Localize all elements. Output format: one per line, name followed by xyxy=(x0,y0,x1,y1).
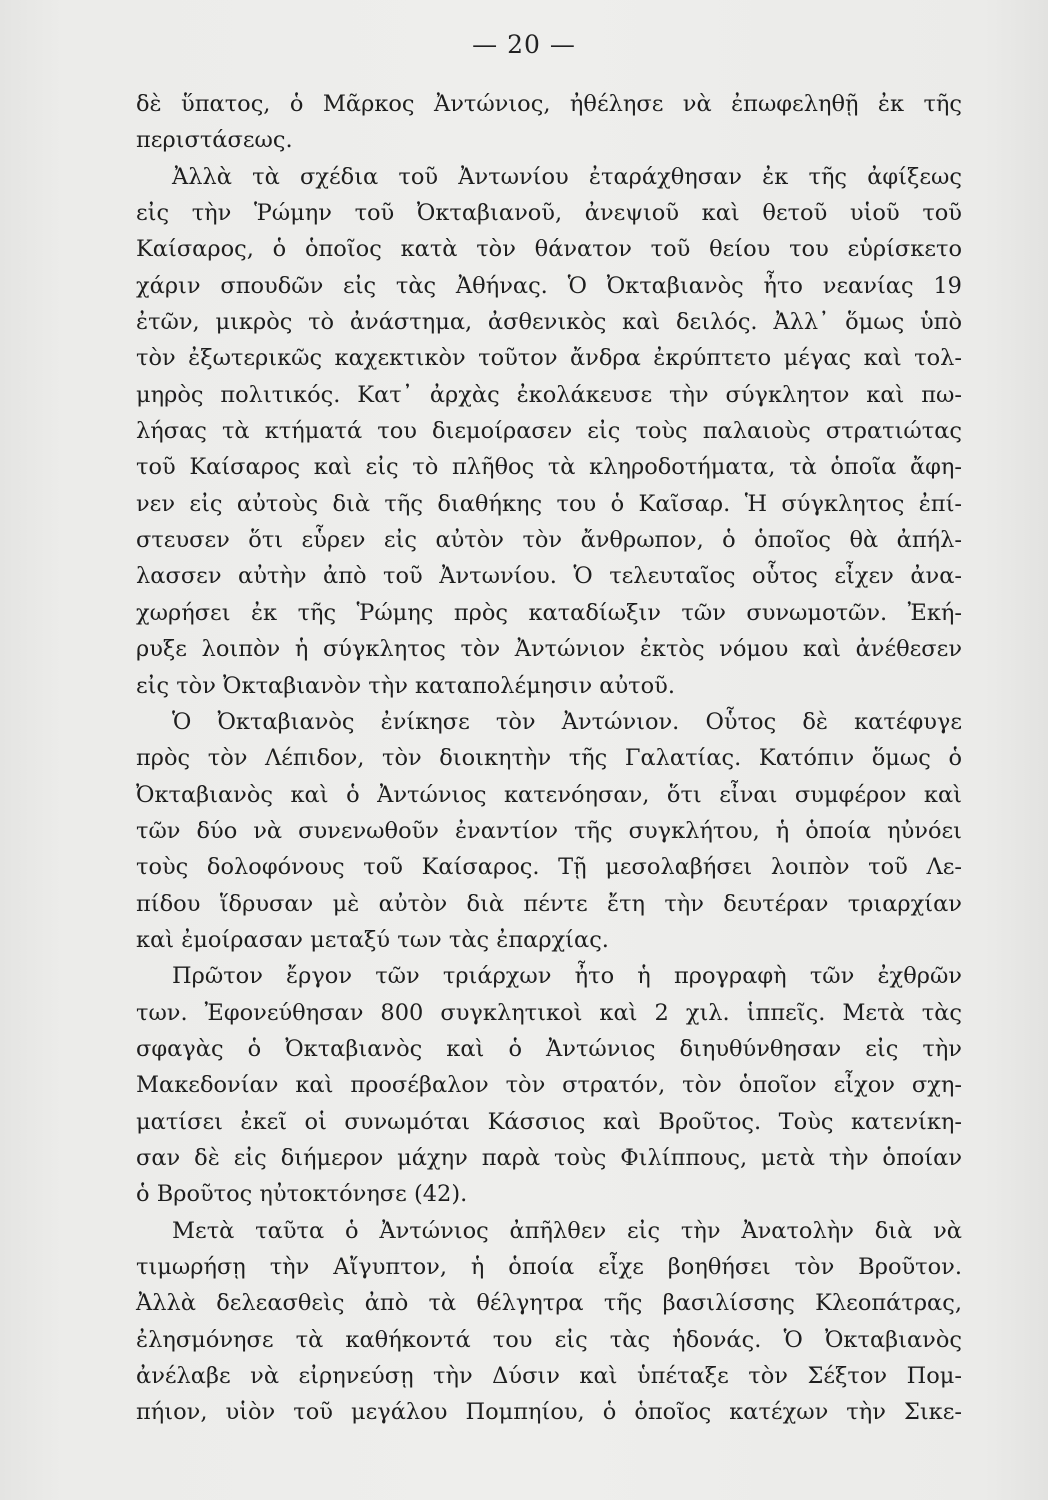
body-text xyxy=(136,86,962,1431)
text-line: Ὀκταβιανὸς καὶ ὁ Ἀντώνιος κατενόησαν, ὅτι εἶναι συμφέρον καὶ xyxy=(136,781,962,808)
text-line: τῶν δύο νὰ συνενωθοῦν ἐναντίον τῆς συγκλήτου, ἡ ὁποία ηὐνόει xyxy=(136,817,962,844)
text-line: Ὁ Ὀκταβιανὸς ἐνίκησε τὸν Ἀντώνιον. Οὗτος δὲ κατέφυγε xyxy=(172,708,962,735)
text-line: τοὺς δολοφόνους τοῦ Καίσαρος. Τῇ μεσολαβήσει λοιπὸν τοῦ Λε- xyxy=(136,854,962,881)
text-line: ρυξε λοιπὸν ἡ σύγκλητος τὸν Ἀντώνιον ἐκτὸς νόμου καὶ ἀνέθεσεν xyxy=(136,636,962,663)
text-line: σαν δὲ εἰς διήμερον μάχην παρὰ τοὺς Φιλίππους, μετὰ τὴν ὁποίαν xyxy=(136,1144,962,1171)
text-line: τιμωρήσῃ τὴν Αἴγυπτον, ἡ ὁποία εἶχε βοηθήσει τὸν Βροῦτον. xyxy=(136,1254,962,1280)
text-line: Μακεδονίαν καὶ προσέβαλον τὸν στρατόν, τὸν ὁποῖον εἶχον σχη- xyxy=(136,1072,962,1099)
text-line: καὶ ἐμοίρασαν μεταξύ των τὰς ἐπαρχίας. xyxy=(136,926,609,953)
text-line: τοῦ Καίσαρος καὶ εἰς τὸ πλῆθος τὰ κληροδοτήματα, τὰ ὁποῖα ἄφη- xyxy=(136,454,962,481)
text-line: νεν εἰς αὐτοὺς διὰ τῆς διαθήκης του ὁ Καῖσαρ. Ἡ σύγκλητος ἐπί- xyxy=(136,490,962,517)
text-line: πρὸς τὸν Λέπιδον, τὸν διοικητὴν τῆς Γαλατίας. Κατόπιν ὅμως ὁ xyxy=(136,745,962,772)
text-line: ὁ Βροῦτος ηὐτοκτόνησε (42). xyxy=(136,1181,468,1208)
text-line: εἰς τὴν Ῥώμην τοῦ Ὀκταβιανοῦ, ἀνεψιοῦ καὶ θετοῦ υἱοῦ τοῦ xyxy=(136,200,962,227)
text-line: ἐλησμόνησε τὰ καθήκοντά του εἰς τὰς ἡδονάς. Ὁ Ὀκταβιανὸς xyxy=(136,1326,962,1353)
text-line: μηρὸς πολιτικός. Κατ᾽ ἀρχὰς ἐκολάκευσε τὴν σύγκλητον καὶ πω- xyxy=(136,381,962,408)
text-line: των. Ἐφονεύθησαν 800 συγκλητικοὶ καὶ 2 χιλ. ἱππεῖς. Μετὰ τὰς xyxy=(136,999,962,1026)
text-line: χάριν σπουδῶν εἰς τὰς Ἀθήνας. Ὁ Ὀκταβιανὸς ἦτο νεανίας 19 xyxy=(136,272,962,299)
text-line: λήσας τὰ κτήματά του διεμοίρασεν εἰς τοὺς παλαιοὺς στρατιώτας xyxy=(136,418,962,445)
text-line: Μετὰ ταῦτα ὁ Ἀντώνιος ἀπῆλθεν εἰς τὴν Ἀνατολὴν διὰ νὰ xyxy=(172,1217,962,1244)
text-line: Καίσαρος, ὁ ὁποῖος κατὰ τὸν θάνατον τοῦ θείου του εὑρίσκετο xyxy=(136,236,962,263)
text-line: σφαγὰς ὁ Ὀκταβιανὸς καὶ ὁ Ἀντώνιος διηυθύνθησαν εἰς τὴν xyxy=(136,1035,962,1062)
text-line: εἰς τὸν Ὀκταβιανὸν τὴν καταπολέμησιν αὐτοῦ. xyxy=(136,672,676,699)
text-line: λασσεν αὐτὴν ἀπὸ τοῦ Ἀντωνίου. Ὁ τελευταῖος οὗτος εἶχεν ἀνα- xyxy=(136,563,962,590)
text-line: Πρῶτον ἔργον τῶν τριάρχων ἦτο ἡ προγραφὴ τῶν ἐχθρῶν xyxy=(172,963,962,990)
text-line: ἀνέλαβε νὰ εἰρηνεύσῃ τὴν Δύσιν καὶ ὑπέταξε τὸν Σέξτον Πομ- xyxy=(136,1363,962,1390)
text-line: χωρήσει ἐκ τῆς Ῥώμης πρὸς καταδίωξιν τῶν συνωμοτῶν. Ἐκή- xyxy=(136,599,962,626)
page-number: — 20 — xyxy=(472,30,576,59)
text-line: στευσεν ὅτι εὗρεν εἰς αὐτὸν τὸν ἄνθρωπον, ὁ ὁποῖος θὰ ἀπήλ- xyxy=(136,527,962,554)
text-line: δὲ ὕπατος, ὁ Μᾶρκος Ἀντώνιος, ἠθέλησε νὰ ἐπωφεληθῇ ἐκ τῆς xyxy=(136,91,962,117)
text-line: πήιον, υἱὸν τοῦ μεγάλου Πομπηίου, ὁ ὁποῖος κατέχων τὴν Σικε- xyxy=(136,1399,962,1426)
text-line: ἐτῶν, μικρὸς τὸ ἀνάστημα, ἀσθενικὸς καὶ δειλός. Ἀλλ᾽ ὅμως ὑπὸ xyxy=(136,309,962,336)
text-line: Ἀλλὰ δελεασθεὶς ἀπὸ τὰ θέλγητρα τῆς βασιλίσσης Κλεοπάτρας, xyxy=(136,1290,962,1317)
text-line: ματίσει ἐκεῖ οἱ συνωμόται Κάσσιος καὶ Βροῦτος. Τοὺς κατενίκη- xyxy=(136,1108,962,1135)
text-line: Ἀλλὰ τὰ σχέδια τοῦ Ἀντωνίου ἐταράχθησαν ἐκ τῆς ἀφίξεως xyxy=(172,163,962,190)
text-line: πίδου ἵδρυσαν μὲ αὐτὸν διὰ πέντε ἔτη τὴν δευτέραν τριαρχίαν xyxy=(136,890,962,917)
text-line: τὸν ἐξωτερικῶς καχεκτικὸν τοῦτον ἄνδρα ἐκρύπτετο μέγας καὶ τολ- xyxy=(136,345,962,372)
text-line: περιστάσεως. xyxy=(136,127,293,154)
